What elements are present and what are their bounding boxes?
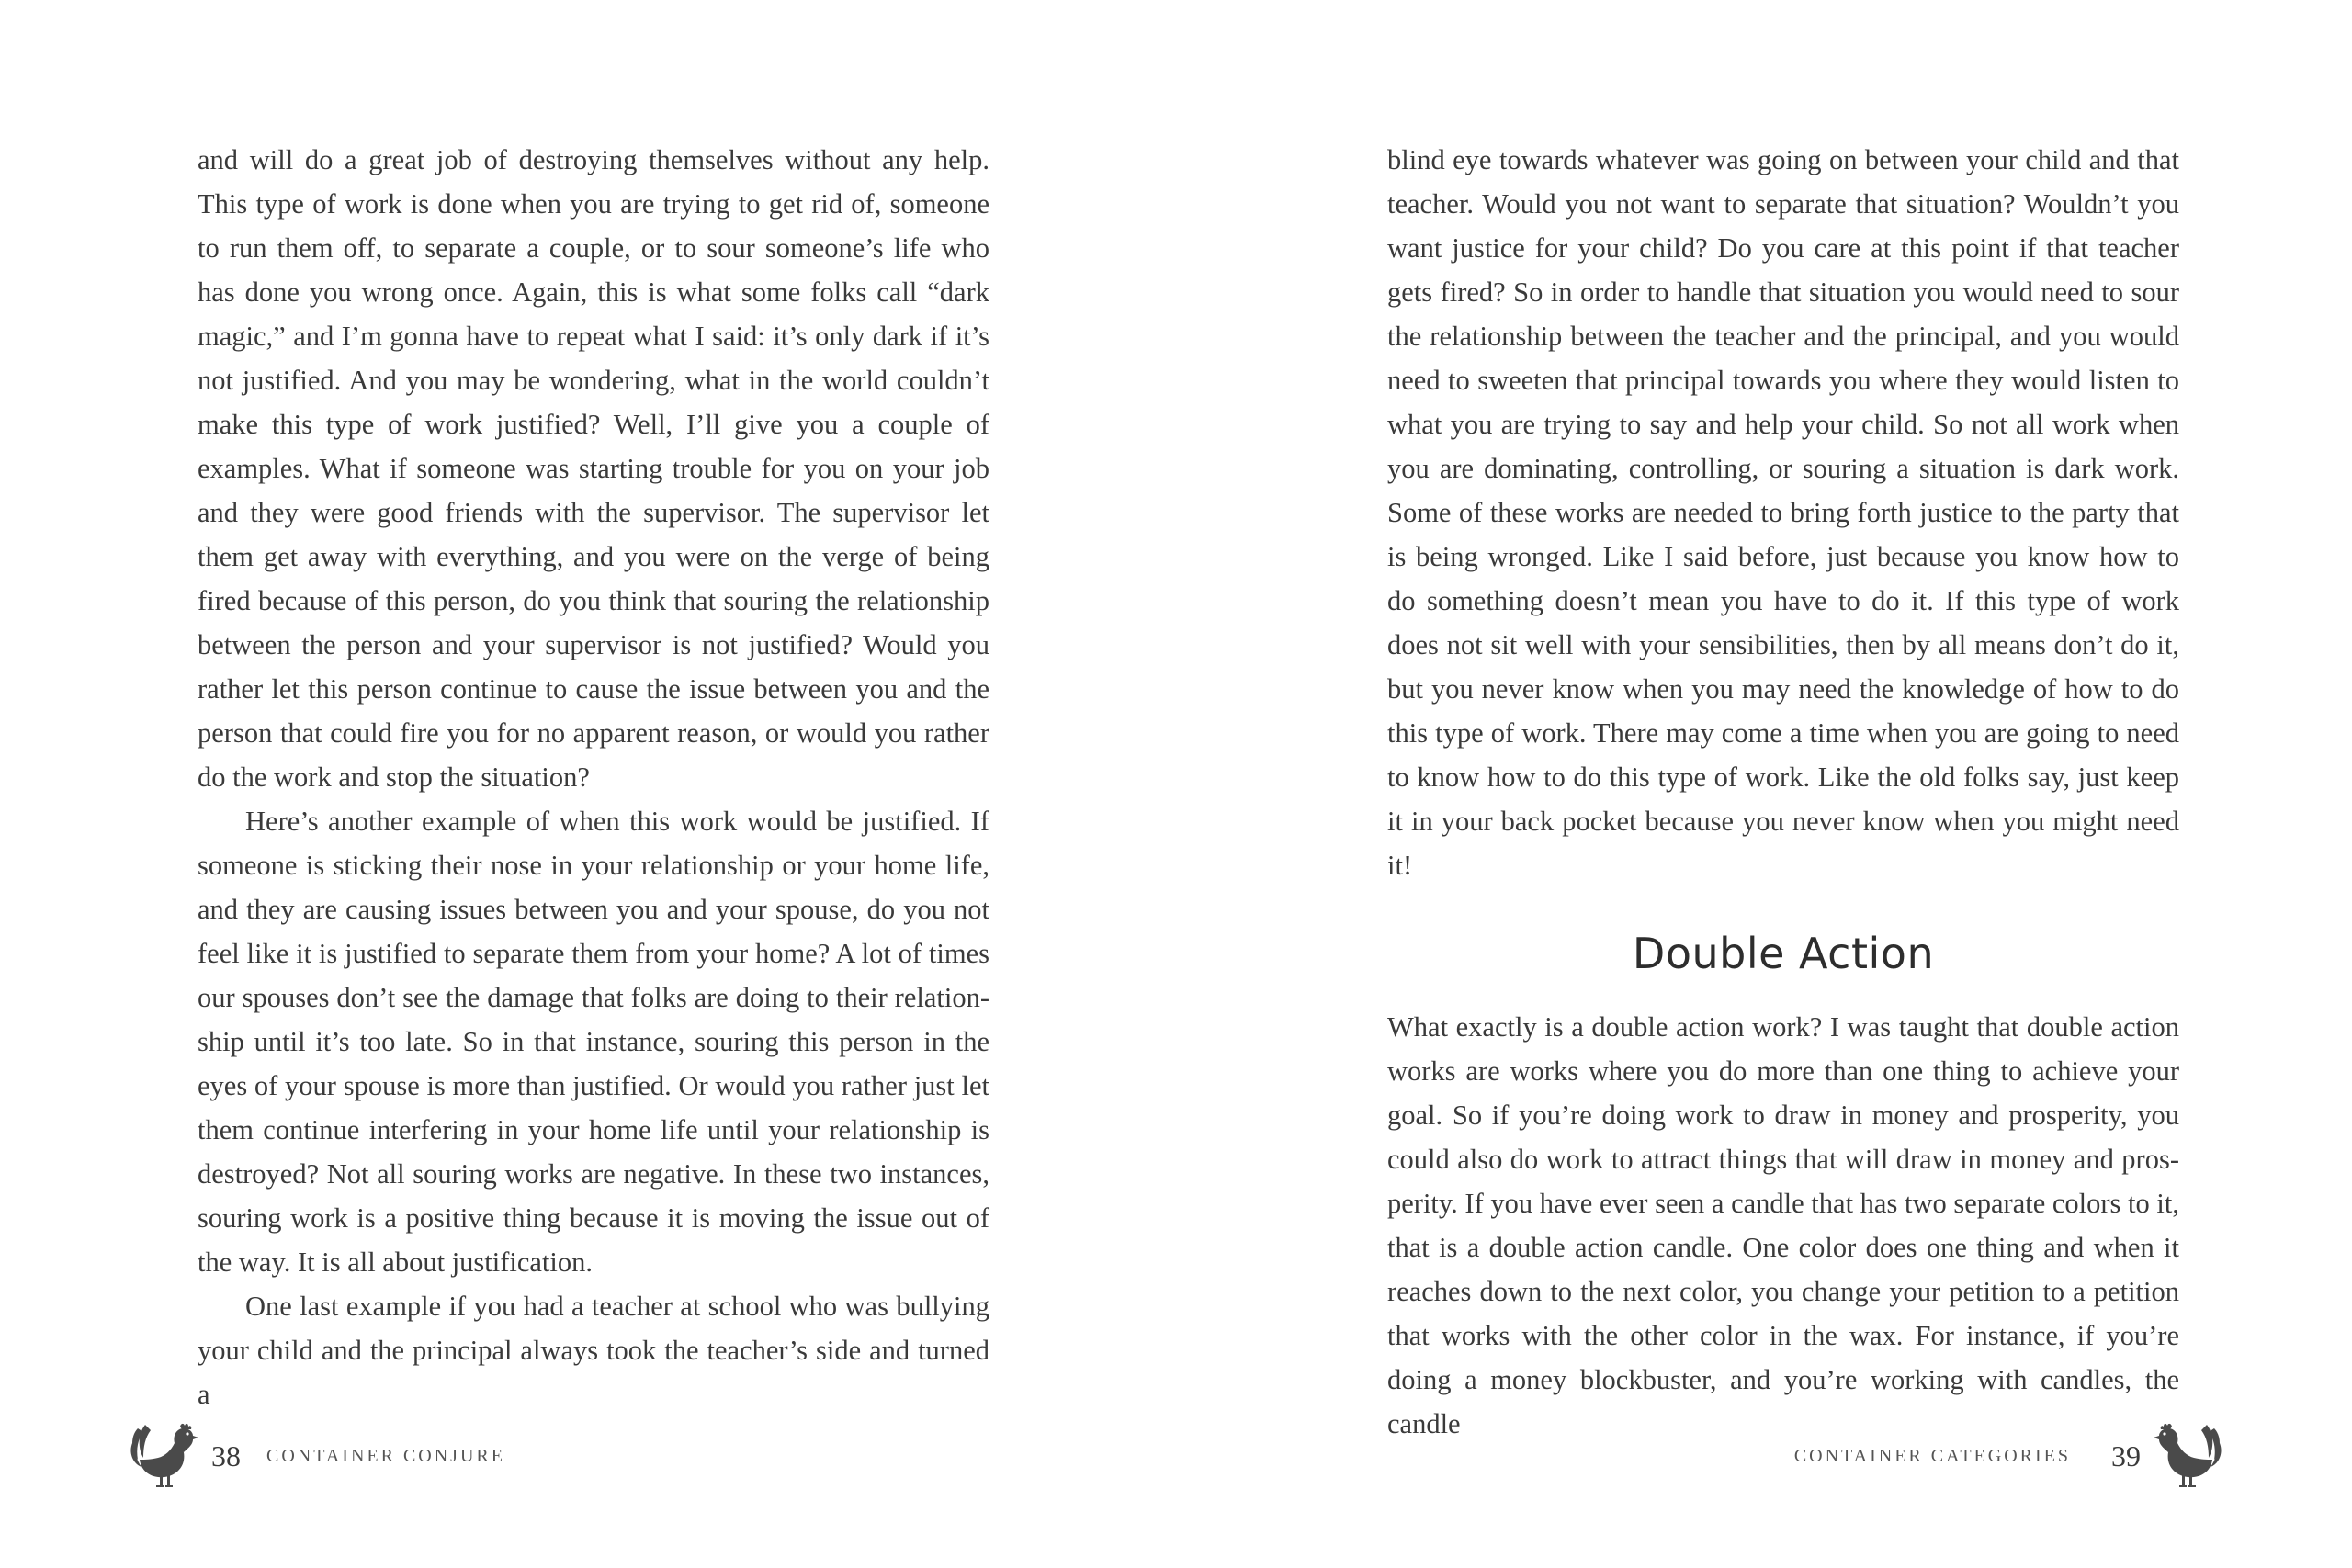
right-paragraph-2: What exactly is a double action work? I was taught that double action works are works where you do more than one thing to achieve your goal. So if you’re doing work to draw in money and prosperity, you could also do work to attract things that will draw in money and prosperity. If you have ever seen a candle that has two separate colors to it, that is a double action candle. One color does one thing and when it reaches down to the next color, you change your petition to a petition that works with the other color in the wax. For instance, if you’re doing a money blockbuster, and you’re working with candles, the candle (1387, 1011, 2179, 1439)
left-page-footer (129, 1415, 505, 1497)
rooster-icon (129, 1423, 202, 1489)
left-paragraph-1: and will do a great job of destroying themselves without any help. This type of work is done when you are trying to get rid of, someone to run them off, to separate a couple, or to sour someone’s life who has done you wrong once. Again, this is what some folks call “dark magic,” and I’m gonna have to repeat what I said: it’s only dark if it’s not justified. And you may be wondering, what in the world couldn’t make this type of work justified? Well, I’ll give you a couple of examples. What if someone was starting trouble for you on your job and they were good friends with the supervisor. The supervisor let them get away with everything, and you were on the verge of being fired because of this person, do you think that souring the relationship between the person and your supervisor is not justified? Would you rather let this person continue to cause the issue between you and the person that could fire you for no apparent reason, or would you rather do the work and stop the situation? (198, 144, 989, 793)
left-page-body (198, 138, 989, 1416)
rooster-icon (2150, 1423, 2223, 1489)
running-head: CONTAINER CATEGORIES (1793, 1445, 2071, 1466)
running-head: CONTAINER CONJURE (266, 1445, 505, 1466)
right-page-body (1387, 138, 2179, 1446)
right-paragraph-1: blind eye towards whatever was going on between your child and that teacher. Would you not want to separate that situation? Wouldn’t you want justice for your child? Do you care at this point if that teacher gets fired? So in order to handle that situation you would need to sour the relationship between the teacher and the principal, and you would need to sweeten that principal towards you where they would listen to what you are trying to say and help your child. So not all work when you are dominating, controlling, or souring a situation is dark work. Some of these works are needed to bring forth justice to the party that is being wronged. Like I said before, just because you know how to do something doesn’t mean you have to do it. If this type of work does not sit well with your sensibilities, then by all means don’t do it, but you never know when you may need the knowledge of how to do this type of work. There may come a time when you are going to need to know how to do this type of work. Like the old folks say, just keep it in your back pocket because you never know when you might need it! (1387, 144, 2179, 881)
left-paragraph-3: One last example if you had a teacher at school who was bullying your child and the principal always took the teacher’s side and turned a (198, 1291, 989, 1410)
right-page-footer (1794, 1415, 2223, 1497)
page-number: 38 (211, 1438, 241, 1472)
section-heading: Double Action (1632, 929, 1935, 978)
left-paragraph-2: Here’s another example of when this work would be justified. If someone is sticking their nose in your relationship or your home life, and they are causing issues between you and your spouse, do you not feel like it is justified to separate them from your home? A lot of times our spouses don’t see the damage that folks are doing to their relationship until it’s too late. So in that instance, souring this person in the eyes of your spouse is more than justified. Or would you rather just let them continue interfering in your home life until your relationship is destroyed? Not all souring works are negative. In these two instances, souring work is a positive thing because it is moving the issue out of the way. It is all about justification. (198, 806, 989, 1278)
right-page (1176, 0, 2352, 1568)
page-number: 39 (2111, 1438, 2141, 1472)
